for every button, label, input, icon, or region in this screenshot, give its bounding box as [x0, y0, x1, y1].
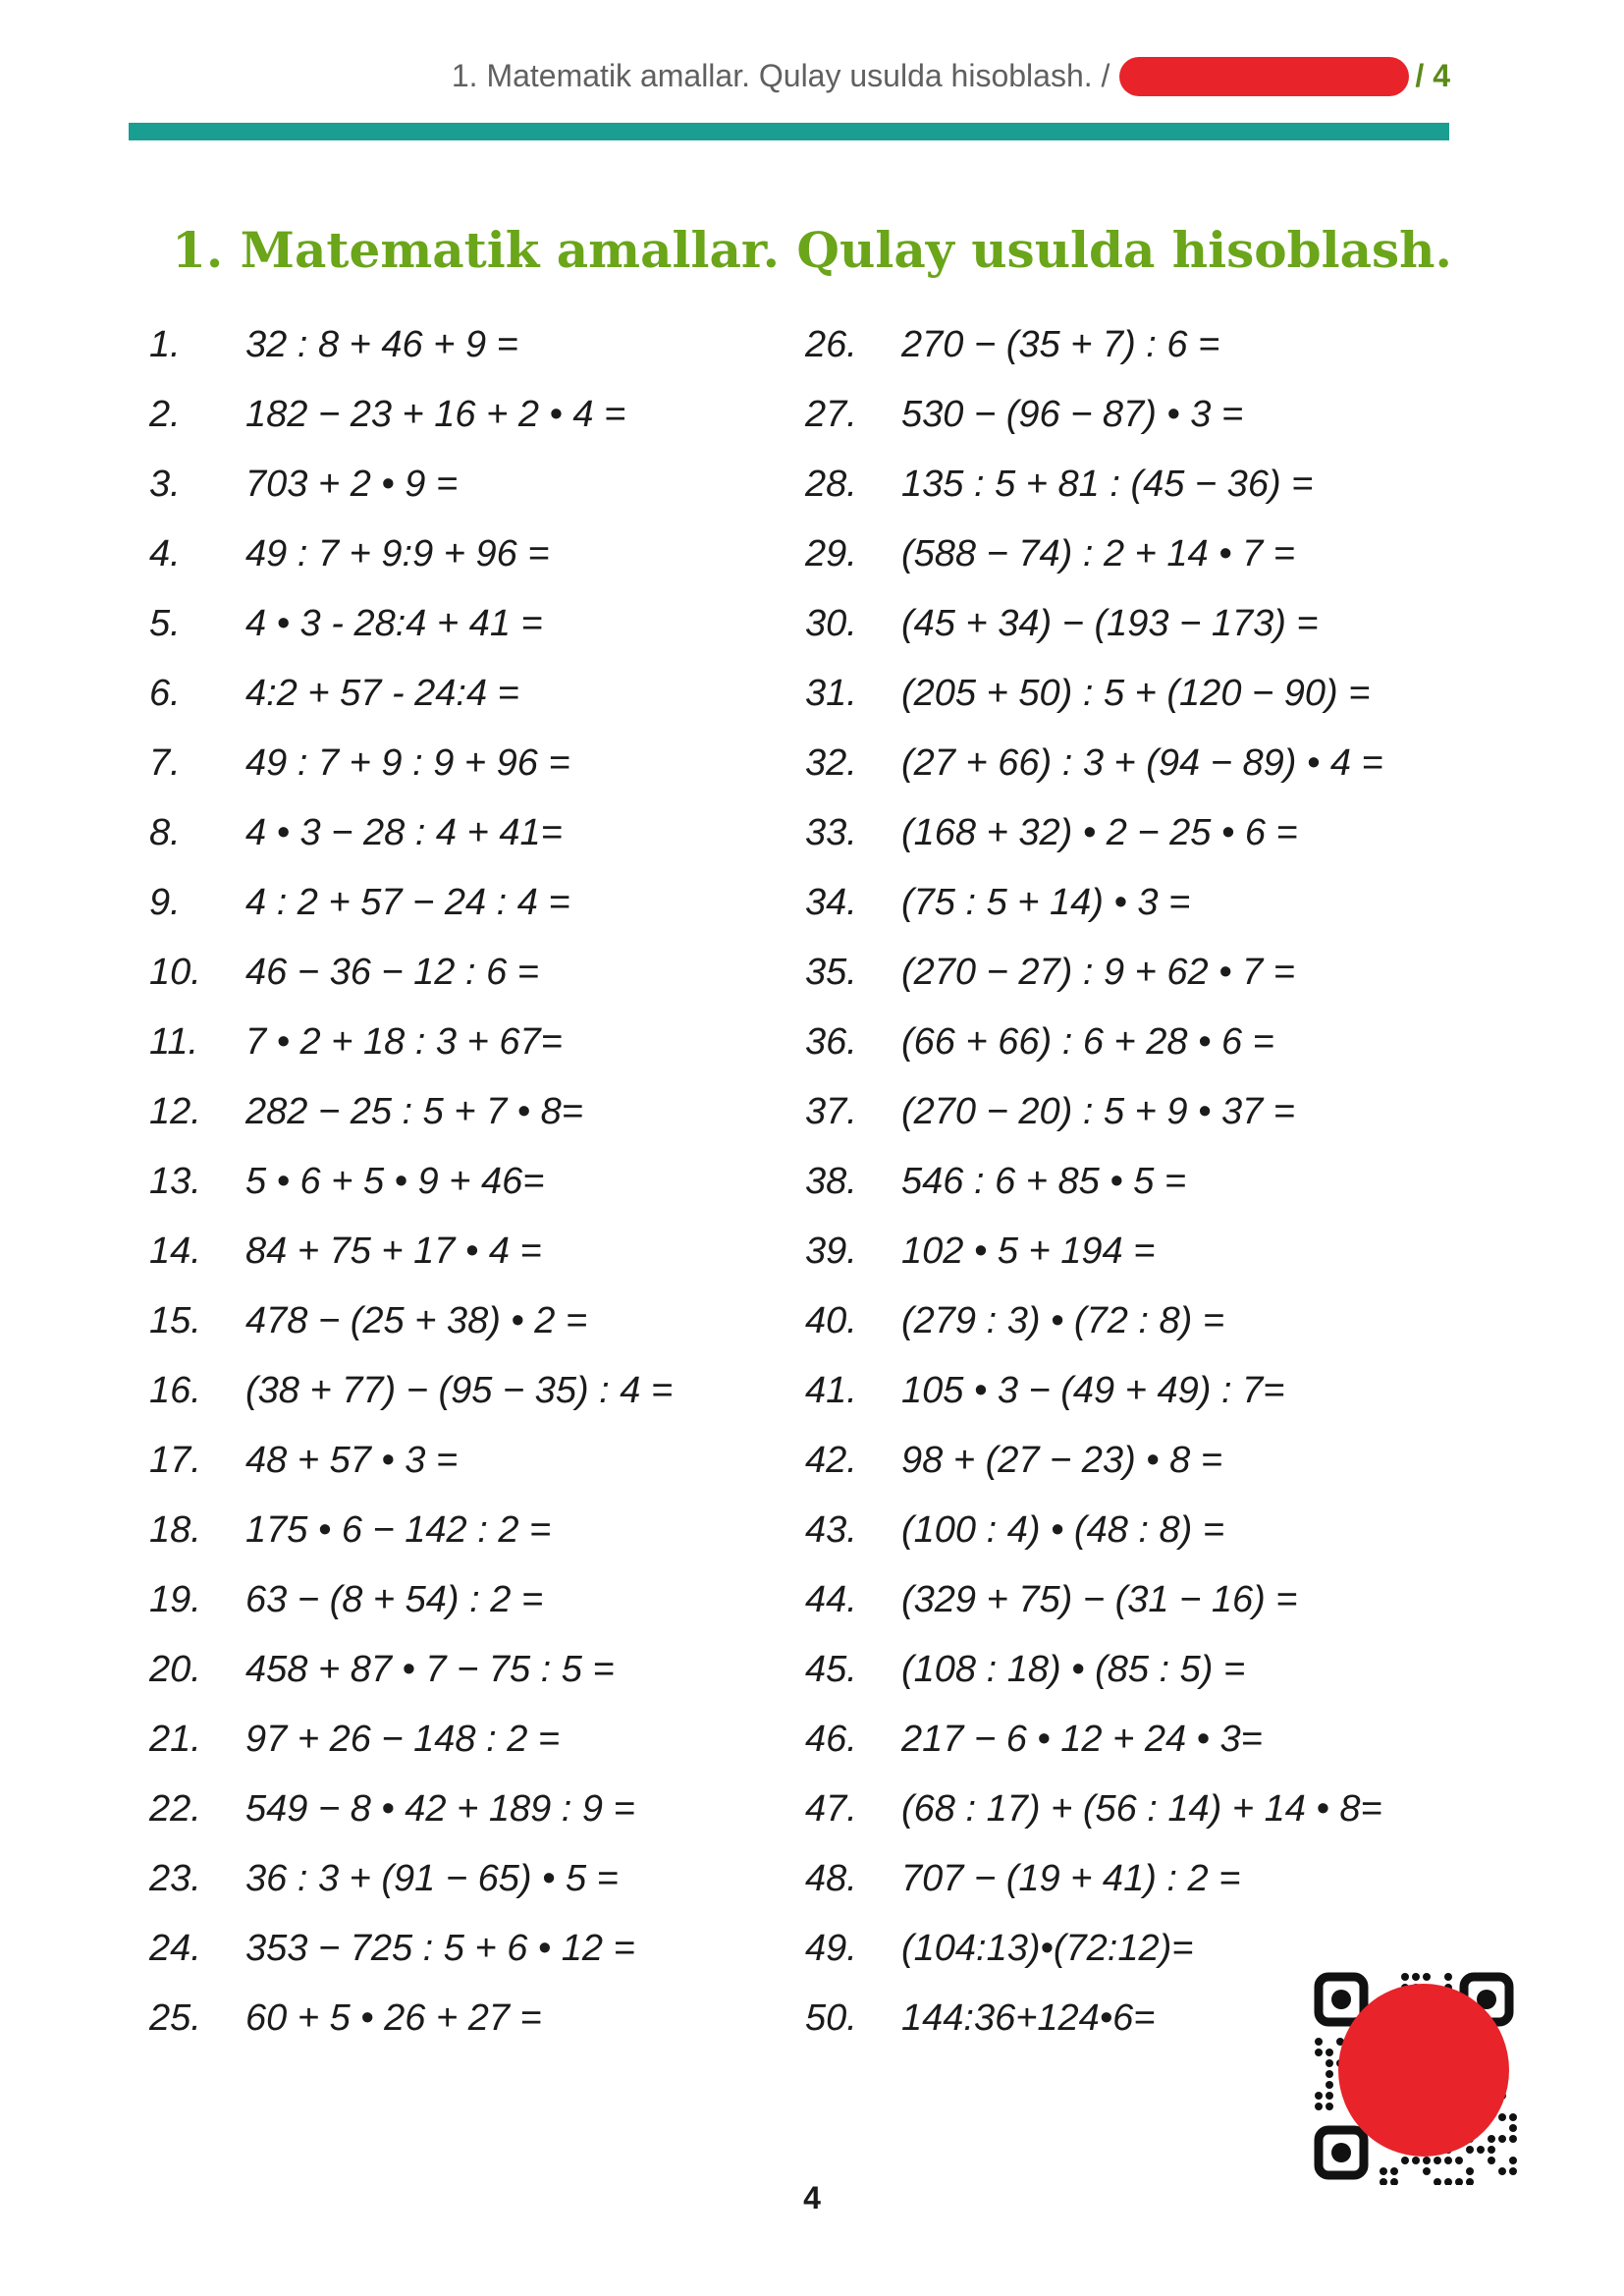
page-title: 1. Matematik amallar. Qulay usulda hisoblash.	[172, 221, 1452, 279]
problem-row	[805, 1077, 1383, 1147]
problem-row	[805, 380, 1383, 450]
problem-row	[149, 798, 673, 868]
problem-row	[805, 659, 1383, 729]
problem-number: 14.	[149, 1230, 201, 1272]
problem-row	[805, 310, 1383, 380]
problem-expression: 703 + 2 • 9 =	[245, 464, 459, 505]
problem-number: 46.	[805, 1719, 857, 1760]
problem-expression: 49 : 7 + 9:9 + 96 =	[245, 533, 550, 574]
problem-expression: (270 − 27) : 9 + 62 • 7 =	[901, 952, 1295, 993]
problem-expression: (45 + 34) − (193 − 173) =	[901, 603, 1319, 644]
problem-row	[149, 1496, 673, 1565]
problem-row	[149, 729, 673, 798]
problem-expression: 478 − (25 + 38) • 2 =	[245, 1300, 588, 1341]
problem-expression: 353 − 725 : 5 + 6 • 12 =	[245, 1928, 635, 1969]
problem-row	[805, 1217, 1383, 1286]
problem-expression: 135 : 5 + 81 : (45 − 36) =	[901, 464, 1314, 505]
problem-number: 17.	[149, 1440, 201, 1481]
problem-number: 43.	[805, 1509, 857, 1551]
problem-row	[805, 868, 1383, 938]
problem-row	[149, 519, 673, 589]
problem-expression: 217 − 6 • 12 + 24 • 3=	[901, 1719, 1263, 1760]
problem-number: 7.	[149, 742, 181, 784]
problem-expression: 102 • 5 + 194 =	[901, 1230, 1156, 1272]
problem-list-right	[805, 310, 1383, 2053]
problem-number: 49.	[805, 1928, 857, 1969]
problem-number: 12.	[149, 1091, 201, 1132]
problem-number: 45.	[805, 1649, 857, 1690]
problem-number: 26.	[805, 324, 857, 365]
problem-expression: 282 − 25 : 5 + 7 • 8=	[245, 1091, 583, 1132]
problem-expression: 97 + 26 − 148 : 2 =	[245, 1719, 561, 1760]
problem-row	[805, 1286, 1383, 1356]
problem-row	[149, 380, 673, 450]
problem-row	[149, 1984, 673, 2053]
problem-row	[149, 868, 673, 938]
problem-expression: (27 + 66) : 3 + (94 − 89) • 4 =	[901, 742, 1383, 784]
problem-expression: (329 + 75) − (31 − 16) =	[901, 1579, 1298, 1620]
problem-row	[805, 1426, 1383, 1496]
problem-row	[149, 1565, 673, 1635]
problem-list-left	[149, 310, 673, 2053]
header-divider	[129, 123, 1449, 140]
problem-expression: (588 − 74) : 2 + 14 • 7 =	[901, 533, 1295, 574]
problem-row	[149, 1077, 673, 1147]
problem-number: 30.	[805, 603, 857, 644]
problem-expression: 48 + 57 • 3 =	[245, 1440, 459, 1481]
problem-expression: 84 + 75 + 17 • 4 =	[245, 1230, 542, 1272]
problem-expression: 5 • 6 + 5 • 9 + 46=	[245, 1161, 545, 1202]
problem-expression: (68 : 17) + (56 : 14) + 14 • 8=	[901, 1788, 1382, 1830]
problem-row	[149, 938, 673, 1008]
problem-number: 11.	[149, 1021, 199, 1063]
problem-number: 9.	[149, 882, 181, 923]
problem-number: 36.	[805, 1021, 857, 1063]
redaction-mark	[1119, 57, 1409, 96]
problem-expression: 546 : 6 + 85 • 5 =	[901, 1161, 1187, 1202]
problem-number: 28.	[805, 464, 857, 505]
problem-expression: 63 − (8 + 54) : 2 =	[245, 1579, 544, 1620]
problem-row	[805, 1565, 1383, 1635]
problem-expression: 98 + (27 − 23) • 8 =	[901, 1440, 1223, 1481]
problem-number: 48.	[805, 1858, 857, 1899]
problem-row	[149, 1844, 673, 1914]
problem-row	[149, 1356, 673, 1426]
problem-expression: 4 : 2 + 57 − 24 : 4 =	[245, 882, 570, 923]
problem-row	[149, 1705, 673, 1775]
problem-number: 25.	[149, 1997, 201, 2039]
problem-row	[805, 798, 1383, 868]
problem-row	[805, 1635, 1383, 1705]
problem-number: 47.	[805, 1788, 857, 1830]
problem-number: 38.	[805, 1161, 857, 1202]
problem-row	[149, 1147, 673, 1217]
problem-row	[805, 1914, 1383, 1984]
problem-number: 50.	[805, 1997, 857, 2039]
problem-row	[149, 1635, 673, 1705]
problem-row	[149, 589, 673, 659]
problem-expression: 4 • 3 − 28 : 4 + 41=	[245, 812, 563, 853]
problem-number: 37.	[805, 1091, 857, 1132]
problem-number: 2.	[149, 394, 181, 435]
problem-number: 34.	[805, 882, 857, 923]
problem-number: 44.	[805, 1579, 857, 1620]
problem-expression: 549 − 8 • 42 + 189 : 9 =	[245, 1788, 635, 1830]
problem-number: 16.	[149, 1370, 201, 1411]
problem-row	[805, 1984, 1383, 2053]
problem-expression: 175 • 6 − 142 : 2 =	[245, 1509, 552, 1551]
problem-row	[805, 1356, 1383, 1426]
problem-expression: 144:36+124•6=	[901, 1997, 1156, 2039]
problem-expression: 7 • 2 + 18 : 3 + 67=	[245, 1021, 563, 1063]
problem-number: 4.	[149, 533, 181, 574]
problem-number: 42.	[805, 1440, 857, 1481]
problem-number: 10.	[149, 952, 201, 993]
problem-row	[805, 1008, 1383, 1077]
problem-expression: 182 − 23 + 16 + 2 • 4 =	[245, 394, 626, 435]
running-header	[0, 57, 1624, 96]
problem-row	[149, 1008, 673, 1077]
page-number: 4	[803, 2180, 821, 2215]
problem-expression: 458 + 87 • 7 − 75 : 5 =	[245, 1649, 615, 1690]
problem-number: 13.	[149, 1161, 201, 1202]
problem-number: 32.	[805, 742, 857, 784]
problem-expression: (104:13)•(72:12)=	[901, 1928, 1194, 1969]
problem-row	[805, 1705, 1383, 1775]
problem-number: 6.	[149, 673, 181, 714]
running-header-page: / 4	[1415, 58, 1450, 93]
problem-expression: (270 − 20) : 5 + 9 • 37 =	[901, 1091, 1295, 1132]
problem-number: 23.	[149, 1858, 201, 1899]
problem-expression: 270 − (35 + 7) : 6 =	[901, 324, 1220, 365]
problem-row	[805, 1844, 1383, 1914]
problem-expression: (66 + 66) : 6 + 28 • 6 =	[901, 1021, 1274, 1063]
problem-row	[149, 1426, 673, 1496]
problem-row	[149, 1286, 673, 1356]
problem-expression: 60 + 5 • 26 + 27 =	[245, 1997, 542, 2039]
problem-expression: 530 − (96 − 87) • 3 =	[901, 394, 1244, 435]
problem-row	[149, 450, 673, 519]
problem-number: 22.	[149, 1788, 201, 1830]
problem-number: 21.	[149, 1719, 201, 1760]
problem-expression: (100 : 4) • (48 : 8) =	[901, 1509, 1225, 1551]
problem-row	[805, 450, 1383, 519]
problem-expression: 105 • 3 − (49 + 49) : 7=	[901, 1370, 1285, 1411]
problem-number: 27.	[805, 394, 857, 435]
problem-row	[149, 1914, 673, 1984]
problem-number: 18.	[149, 1509, 201, 1551]
problem-number: 19.	[149, 1579, 201, 1620]
problem-row	[805, 1775, 1383, 1844]
problem-row	[149, 310, 673, 380]
problem-expression: (38 + 77) − (95 − 35) : 4 =	[245, 1370, 674, 1411]
problem-expression: (75 : 5 + 14) • 3 =	[901, 882, 1191, 923]
problem-row	[805, 1147, 1383, 1217]
problem-expression: (108 : 18) • (85 : 5) =	[901, 1649, 1246, 1690]
problem-number: 15.	[149, 1300, 201, 1341]
problem-row	[805, 729, 1383, 798]
problem-expression: 36 : 3 + (91 − 65) • 5 =	[245, 1858, 619, 1899]
problem-number: 33.	[805, 812, 857, 853]
problem-number: 24.	[149, 1928, 201, 1969]
problem-expression: 32 : 8 + 46 + 9 =	[245, 324, 518, 365]
problem-number: 31.	[805, 673, 857, 714]
problem-number: 1.	[149, 324, 181, 365]
problem-number: 3.	[149, 464, 181, 505]
problem-number: 40.	[805, 1300, 857, 1341]
problem-row	[805, 589, 1383, 659]
problem-expression: 46 − 36 − 12 : 6 =	[245, 952, 539, 993]
problem-number: 41.	[805, 1370, 857, 1411]
problem-expression: 4:2 + 57 - 24:4 =	[245, 673, 519, 714]
redaction-mark	[1338, 1984, 1509, 2157]
problem-number: 35.	[805, 952, 857, 993]
problem-row	[805, 1496, 1383, 1565]
problem-number: 29.	[805, 533, 857, 574]
problem-row	[149, 1217, 673, 1286]
problem-row	[149, 659, 673, 729]
problem-number: 39.	[805, 1230, 857, 1272]
problem-expression: 49 : 7 + 9 : 9 + 96 =	[245, 742, 570, 784]
problem-number: 8.	[149, 812, 181, 853]
problem-expression: (279 : 3) • (72 : 8) =	[901, 1300, 1225, 1341]
problem-row	[149, 1775, 673, 1844]
problem-row	[805, 519, 1383, 589]
running-header-title: 1. Matematik amallar. Qulay usulda hisoblash. /	[451, 58, 1110, 93]
problem-number: 20.	[149, 1649, 201, 1690]
problem-expression: (168 + 32) • 2 − 25 • 6 =	[901, 812, 1298, 853]
problem-number: 5.	[149, 603, 181, 644]
problem-expression: (205 + 50) : 5 + (120 − 90) =	[901, 673, 1371, 714]
problem-expression: 707 − (19 + 41) : 2 =	[901, 1858, 1241, 1899]
problem-expression: 4 • 3 - 28:4 + 41 =	[245, 603, 543, 644]
problem-row	[805, 938, 1383, 1008]
